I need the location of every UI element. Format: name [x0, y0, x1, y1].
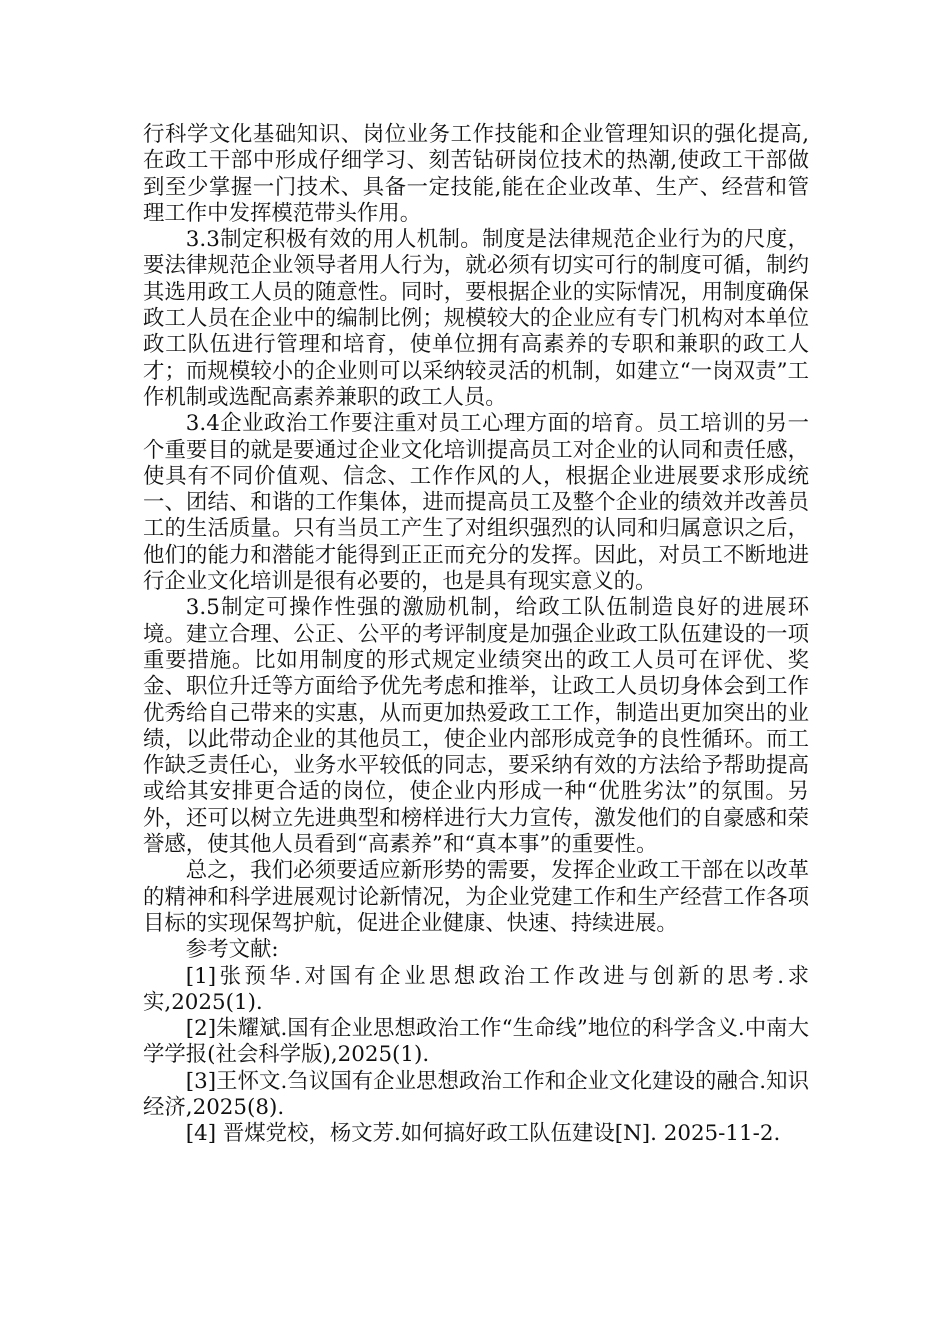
- paragraph-continuation: 行科学文化基础知识、岗位业务工作技能和企业管理知识的强化提高,在政工干部中形成仔细学习、刻苦钻研岗位技术的热潮,使政工干部做到至少掌握一门技术、具备一定技能,能在企业改革、生产、经营和管理工作中发挥模范带头作用。: [143, 122, 809, 226]
- paragraph-conclusion: 总之，我们必须要适应新形势的需要，发挥企业政工干部在以改革的精神和科学进展观讨论新情况，为企业党建工作和生产经营工作各项目标的实现保驾护航，促进企业健康、快速、持续进展。: [143, 858, 809, 936]
- paragraph-3-5: 3.5制定可操作性强的激励机制，给政工队伍制造良好的进展环境。建立合理、公正、公平的考评制度是加强企业政工队伍建设的一项重要措施。比如用制度的形式规定业绩突出的政工人员可在评优、奖金、职位升迁等方面给予优先考虑和推举，让政工人员切身体会到工作优秀给自己带来的实惠，从而更加热爱政工工作，制造出更加突出的业绩，以此带动企业的其他员工，使企业内部形成竞争的良性循环。而工作缺乏责任心，业务水平较低的同志，要采纳有效的方法给予帮助提高或给其安排更合适的岗位，使企业内形成一种“优胜劣汰”的氛围。另外，还可以树立先进典型和榜样进行大力宣传，激发他们的自豪感和荣誉感，使其他人员看到“高素养”和“真本事”的重要性。: [143, 595, 809, 858]
- reference-item: [1]张预华.对国有企业思想政治工作改进与创新的思考.求实,2025(1).: [143, 963, 809, 1015]
- reference-item: [2]朱耀斌.国有企业思想政治工作“生命线”地位的科学含义.中南大学学报(社会科学版),2025(1).: [143, 1016, 809, 1068]
- references-heading: 参考文献:: [185, 937, 279, 963]
- reference-item: [3]王怀文.刍议国有企业思想政治工作和企业文化建设的融合.知识经济,2025(8).: [143, 1068, 809, 1120]
- reference-item: [4] 晋煤党校，杨文芳.如何搞好政工队伍建设[N]. 2025-11-2.: [185, 1121, 781, 1147]
- document-body: [143, 122, 809, 1148]
- paragraph-3-4: 3.4企业政治工作要注重对员工心理方面的培育。员工培训的另一个重要目的就是要通过企业文化培训提高员工对企业的认同和责任感，使具有不同价值观、信念、工作作风的人，根据企业进展要求形成统一、团结、和谐的工作集体，进而提高员工及整个企业的绩效并改善员工的生活质量。只有当员工产生了对组织强烈的认同和归属意识之后，他们的能力和潜能才能得到正正而充分的发挥。因此，对员工不断地进行企业文化培训是很有必要的，也是具有现实意义的。: [143, 411, 809, 595]
- paragraph-3-3: 3.3制定积极有效的用人机制。制度是法律规范企业行为的尺度，要法律规范企业领导者用人行为，就必须有切实可行的制度可循，制约其选用政工人员的随意性。同时，要根据企业的实际情况，用制度确保政工人员在企业中的编制比例；规模较大的企业应有专门机构对本单位政工队伍进行管理和培育，使单位拥有高素养的专职和兼职的政工人才；而规模较小的企业则可以采纳较灵活的机制，如建立“一岗双责”工作机制或选配高素养兼职的政工人员。: [143, 227, 809, 410]
